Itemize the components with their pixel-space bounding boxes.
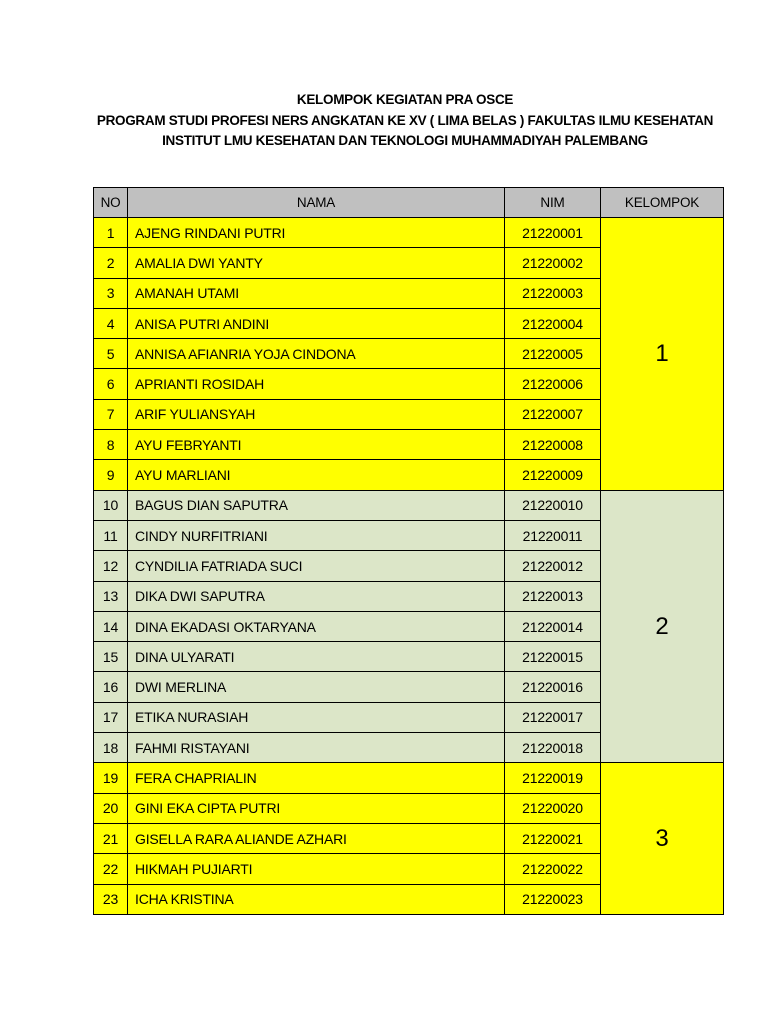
cell-no: 16: [94, 672, 128, 702]
cell-nama: AMANAH UTAMI: [128, 278, 505, 308]
cell-kelompok-group: 1: [601, 218, 724, 491]
group-roster-table: [93, 187, 724, 915]
cell-nim: 21220003: [505, 278, 601, 308]
cell-nim: 21220016: [505, 672, 601, 702]
column-header-nama: NAMA: [128, 188, 505, 218]
cell-nim: 21220014: [505, 611, 601, 641]
cell-nama: ETIKA NURASIAH: [128, 702, 505, 732]
cell-nim: 21220009: [505, 460, 601, 490]
cell-no: 21: [94, 823, 128, 853]
cell-nim: 21220021: [505, 823, 601, 853]
cell-nama: ICHA KRISTINA: [128, 884, 505, 914]
table-body: [94, 218, 724, 915]
cell-no: 18: [94, 733, 128, 763]
cell-no: 8: [94, 430, 128, 460]
cell-no: 1: [94, 218, 128, 248]
cell-no: 3: [94, 278, 128, 308]
cell-nama: CYNDILIA FATRIADA SUCI: [128, 551, 505, 581]
cell-nama: ARIF YULIANSYAH: [128, 399, 505, 429]
cell-nim: 21220007: [505, 399, 601, 429]
cell-nama: DWI MERLINA: [128, 672, 505, 702]
table-row: [94, 763, 724, 793]
cell-nama: DINA ULYARATI: [128, 642, 505, 672]
cell-nama: HIKMAH PUJIARTI: [128, 854, 505, 884]
cell-nim: 21220006: [505, 369, 601, 399]
cell-nim: 21220002: [505, 248, 601, 278]
cell-no: 11: [94, 520, 128, 550]
cell-nim: 21220008: [505, 430, 601, 460]
cell-no: 12: [94, 551, 128, 581]
cell-nama: FAHMI RISTAYANI: [128, 733, 505, 763]
heading-line-2: PROGRAM STUDI PROFESI NERS ANGKATAN KE XV ( LIMA BELAS ) FAKULTAS ILMU KESEHATAN: [96, 112, 714, 128]
cell-no: 22: [94, 854, 128, 884]
cell-no: 10: [94, 490, 128, 520]
cell-nim: 21220011: [505, 520, 601, 550]
heading-line-3: INSTITUT LMU KESEHATAN DAN TEKNOLOGI MUHAMMADIYAH PALEMBANG: [162, 133, 648, 148]
cell-nama: ANISA PUTRI ANDINI: [128, 308, 505, 338]
cell-nama: APRIANTI ROSIDAH: [128, 369, 505, 399]
cell-no: 5: [94, 339, 128, 369]
cell-nim: 21220015: [505, 642, 601, 672]
cell-no: 9: [94, 460, 128, 490]
cell-nim: 21220023: [505, 884, 601, 914]
cell-nim: 21220005: [505, 339, 601, 369]
cell-nim: 21220020: [505, 793, 601, 823]
cell-nama: GINI EKA CIPTA PUTRI: [128, 793, 505, 823]
cell-nama: AMALIA DWI YANTY: [128, 248, 505, 278]
cell-nama: AYU MARLIANI: [128, 460, 505, 490]
table-row: [94, 218, 724, 248]
cell-nim: 21220001: [505, 218, 601, 248]
cell-nim: 21220010: [505, 490, 601, 520]
cell-kelompok-group: 2: [601, 490, 724, 763]
column-header-kelompok: KELOMPOK: [601, 188, 724, 218]
cell-no: 15: [94, 642, 128, 672]
cell-nim: 21220017: [505, 702, 601, 732]
cell-no: 4: [94, 308, 128, 338]
cell-nim: 21220013: [505, 581, 601, 611]
column-header-no: NO: [94, 188, 128, 218]
cell-nim: 21220022: [505, 854, 601, 884]
column-header-nim: NIM: [505, 188, 601, 218]
cell-nama: CINDY NURFITRIANI: [128, 520, 505, 550]
cell-no: 20: [94, 793, 128, 823]
document-heading: [0, 90, 768, 152]
cell-no: 7: [94, 399, 128, 429]
cell-nama: AJENG RINDANI PUTRI: [128, 218, 505, 248]
cell-no: 19: [94, 763, 128, 793]
cell-nama: DIKA DWI SAPUTRA: [128, 581, 505, 611]
cell-no: 17: [94, 702, 128, 732]
heading-line-1: KELOMPOK KEGIATAN PRA OSCE: [296, 92, 514, 107]
cell-no: 14: [94, 611, 128, 641]
cell-no: 2: [94, 248, 128, 278]
table-row: [94, 490, 724, 520]
cell-nama: BAGUS DIAN SAPUTRA: [128, 490, 505, 520]
cell-kelompok-group: 3: [601, 763, 724, 914]
cell-nama: FERA CHAPRIALIN: [128, 763, 505, 793]
cell-nama: ANNISA AFIANRIA YOJA CINDONA: [128, 339, 505, 369]
table-header-row: [94, 188, 724, 218]
cell-nim: 21220004: [505, 308, 601, 338]
cell-no: 23: [94, 884, 128, 914]
cell-no: 13: [94, 581, 128, 611]
cell-nim: 21220012: [505, 551, 601, 581]
cell-nama: AYU FEBRYANTI: [128, 430, 505, 460]
cell-nim: 21220018: [505, 733, 601, 763]
cell-nama: GISELLA RARA ALIANDE AZHARI: [128, 823, 505, 853]
cell-nama: DINA EKADASI OKTARYANA: [128, 611, 505, 641]
cell-no: 6: [94, 369, 128, 399]
cell-nim: 21220019: [505, 763, 601, 793]
